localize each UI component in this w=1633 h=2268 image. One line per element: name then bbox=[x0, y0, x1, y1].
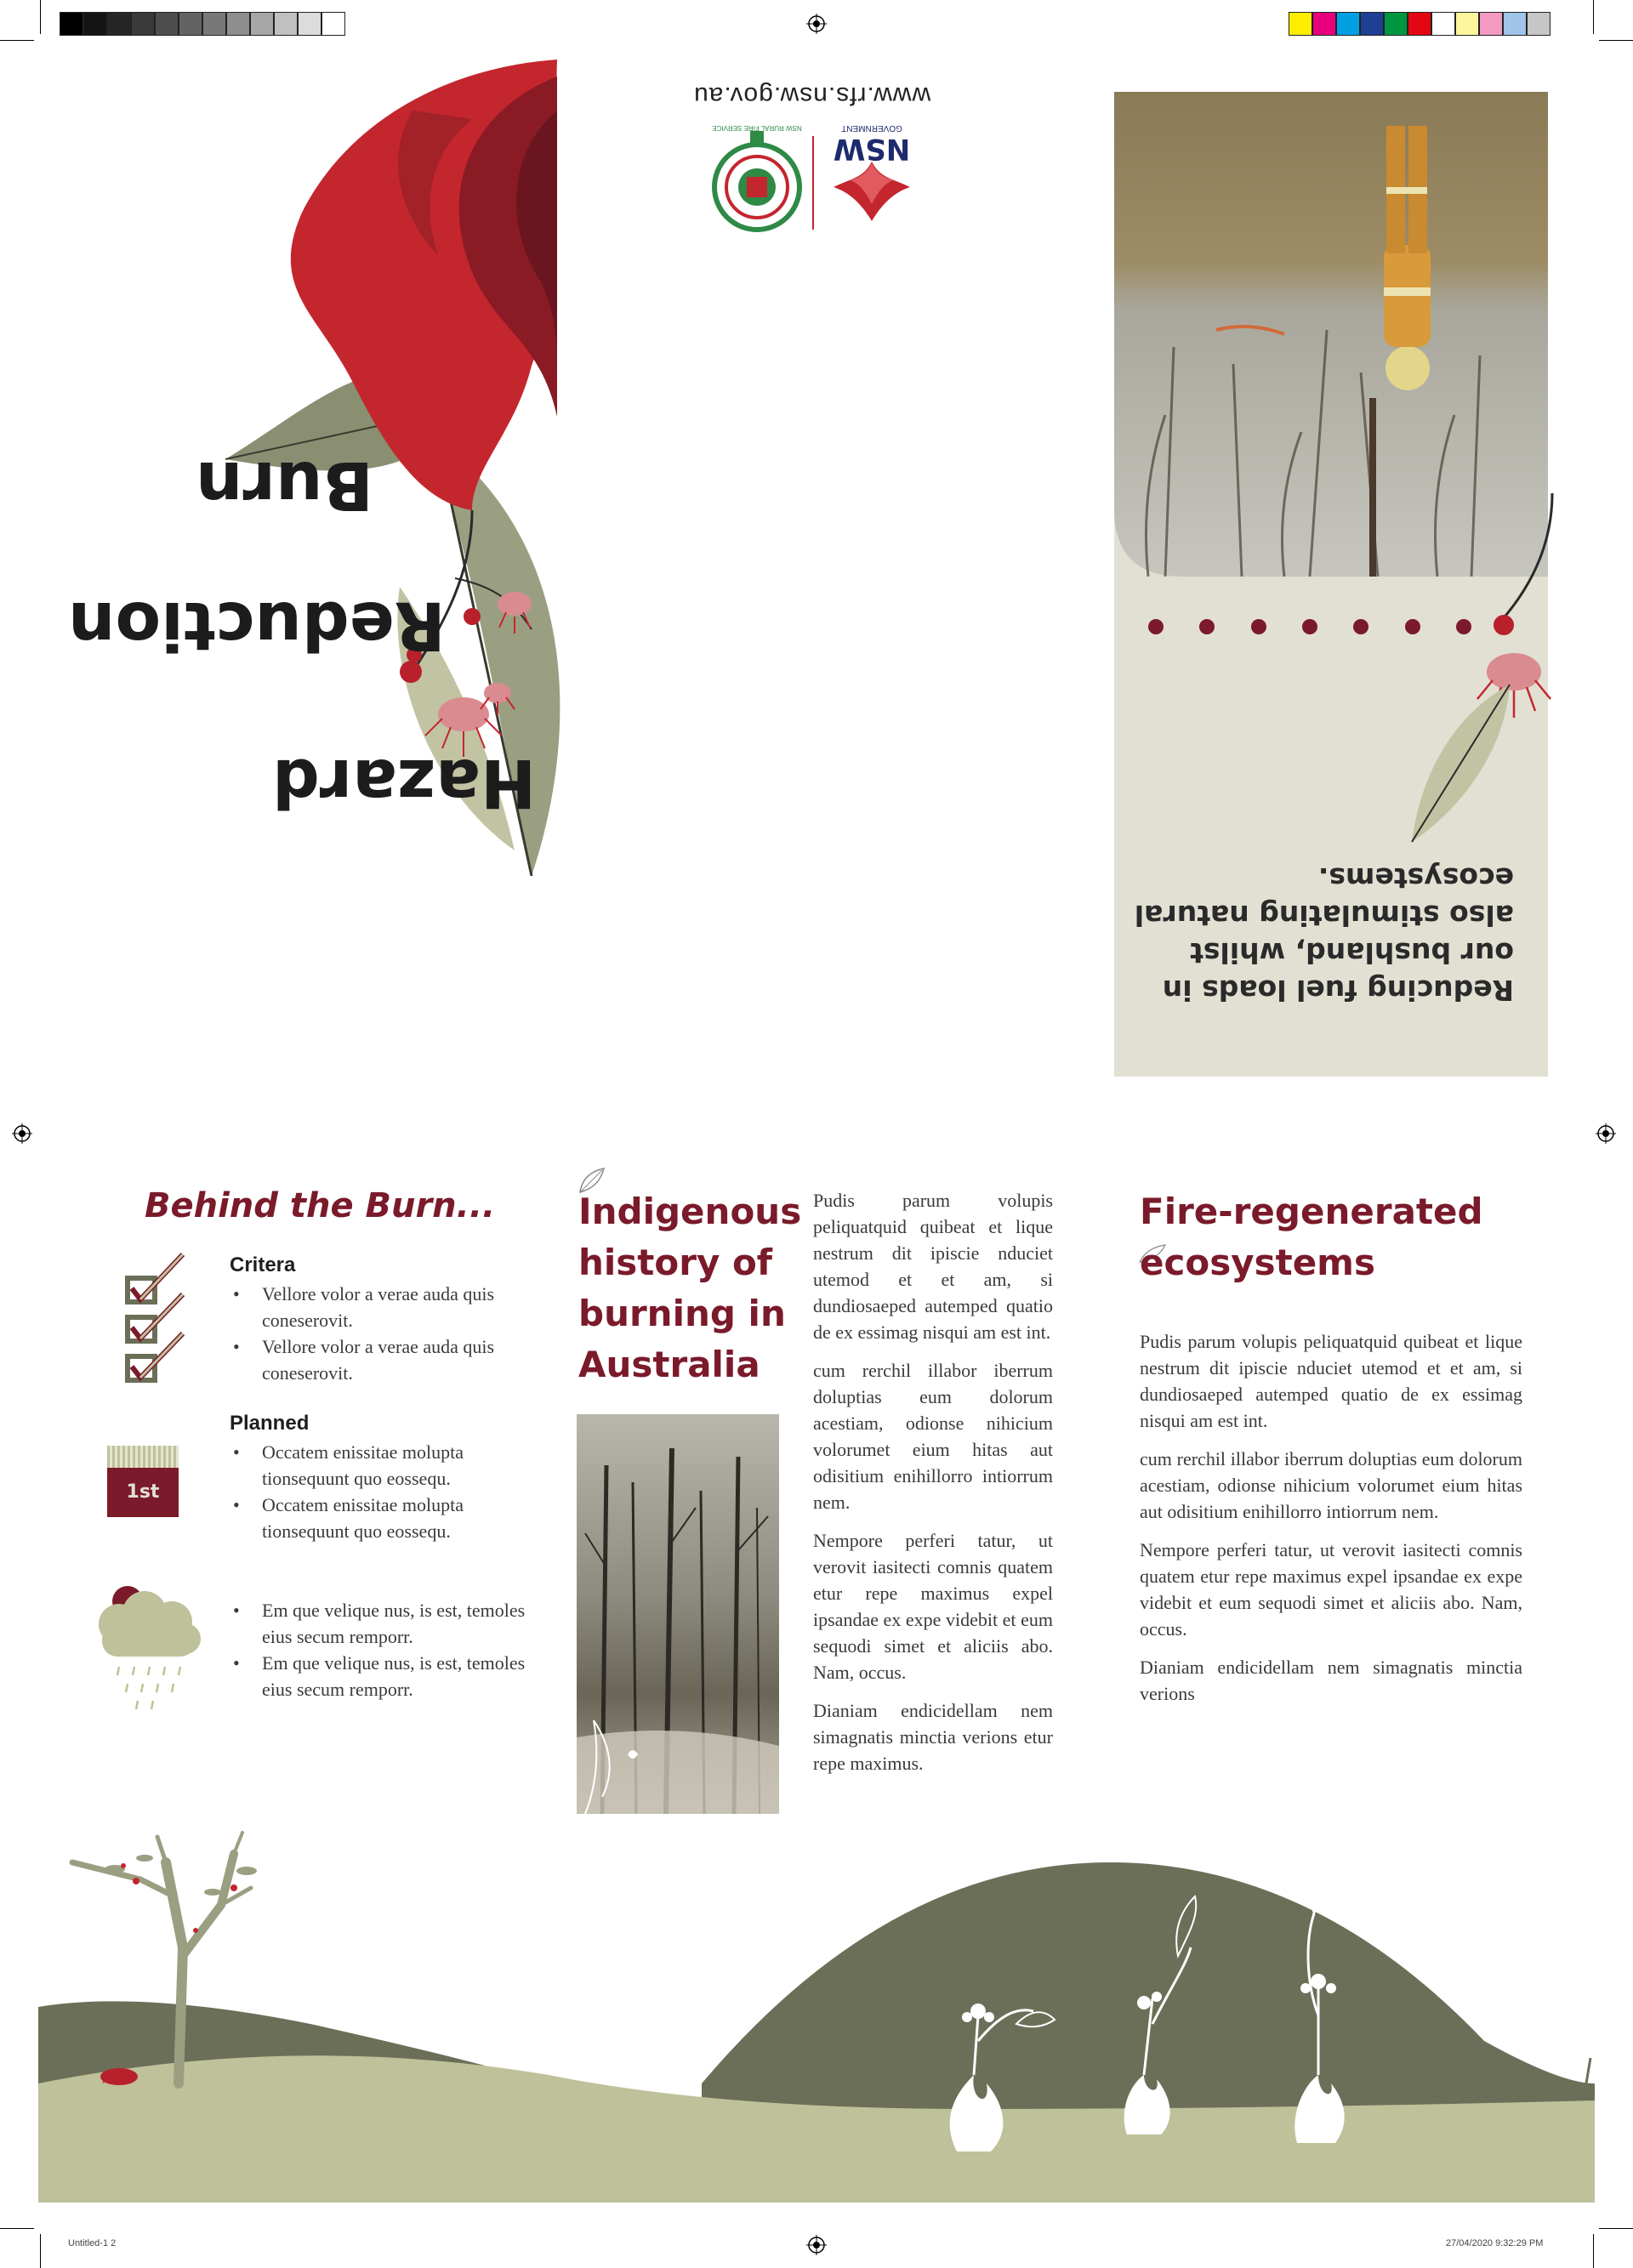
file-slug: Untitled-1 2 bbox=[68, 2238, 117, 2248]
title-line: history of bbox=[578, 1242, 773, 1283]
calibration-swatch bbox=[1527, 12, 1550, 36]
calibration-swatch bbox=[131, 12, 155, 36]
criteria-list bbox=[230, 1281, 519, 1386]
criteria-heading: Critera bbox=[230, 1253, 296, 1276]
paragraph: Dianiam endicidellam nem simagnatis minctia verions etur repe maximus. bbox=[813, 1700, 1053, 1774]
checklist-icon bbox=[123, 1250, 191, 1395]
list-item: • Em que velique nus, is est, temoles eius secum remporr. bbox=[230, 1650, 527, 1702]
dot bbox=[1251, 619, 1266, 634]
color-calibration-bar bbox=[1289, 12, 1550, 36]
title-line: ecosystems bbox=[1140, 1242, 1375, 1283]
list-item: • Vellore volor a verae auda quis coneserovit. bbox=[230, 1333, 519, 1386]
crop-mark bbox=[1593, 2234, 1594, 2268]
crop-mark bbox=[1593, 0, 1594, 34]
flap-tagline: Reducing fuel loads in our bushland, whilst also stimulating natural ecosystems. bbox=[1134, 861, 1514, 1007]
calibration-swatch bbox=[274, 12, 298, 36]
dot bbox=[1302, 619, 1317, 634]
calibration-swatch bbox=[1455, 12, 1479, 36]
dot bbox=[1199, 619, 1215, 634]
logo-block bbox=[710, 119, 923, 247]
indigenous-body bbox=[813, 1187, 1053, 1788]
calibration-swatch bbox=[298, 12, 321, 36]
planned-list bbox=[230, 1439, 519, 1544]
calibration-swatch bbox=[1408, 12, 1431, 36]
calibration-swatch bbox=[1384, 12, 1408, 36]
title-line: Indigenous bbox=[578, 1191, 802, 1232]
list-item: • Occatem enissitae molupta tionsequunt quo eossequ. bbox=[230, 1439, 519, 1492]
paragraph: Nempore perferi tatur, ut verovit iasitecti comnis quatem etur repe maximus expel ipsandae ex expe videbit et eum sequodi simet et aliciis abo. Nam, occus. bbox=[813, 1530, 1053, 1683]
calibration-swatch bbox=[83, 12, 107, 36]
crop-mark bbox=[1599, 40, 1633, 41]
dot bbox=[1148, 619, 1164, 634]
calibration-swatch bbox=[60, 12, 83, 36]
fire-regenerated-body bbox=[1140, 1328, 1522, 1719]
logo-divider bbox=[812, 136, 814, 230]
calibration-swatch bbox=[1431, 12, 1455, 36]
behind-the-burn-title: Behind the Burn... bbox=[145, 1186, 496, 1225]
list-item: • Occatem enissitae molupta tionsequunt quo eossequ. bbox=[230, 1492, 519, 1544]
registration-mark-icon bbox=[806, 14, 827, 34]
registration-mark-icon bbox=[806, 2235, 827, 2255]
crop-mark bbox=[1599, 2228, 1633, 2229]
crop-mark bbox=[0, 2228, 34, 2229]
calendar-rings bbox=[107, 1446, 179, 1468]
calibration-swatch bbox=[1360, 12, 1384, 36]
paragraph: cum rerchil illabor iberrum doluptias eum dolorum acestiam, odionse nihicium volorumet eium hitas aut odisitium enihillorro intiorrum nem. bbox=[813, 1360, 1053, 1513]
paragraph: Pudis parum volupis peliquatquid quibeat et lique nestrum dit ipiscie nduciet utemod et et am, si dundiosaeped autemped quatio de ex essimag nisqui am est int. bbox=[1140, 1331, 1522, 1431]
paragraph: cum rerchil illabor iberrum doluptias eum dolorum acestiam, odionse nihicium volorumet eium hitas aut odisitium enihillorro intiorrum nem. bbox=[1140, 1448, 1522, 1522]
title-line: Fire-regenerated bbox=[1140, 1191, 1483, 1232]
dot bbox=[1353, 619, 1368, 634]
rfs-emblem-icon bbox=[710, 128, 804, 238]
title-line: Australia bbox=[578, 1344, 760, 1385]
calibration-swatch bbox=[155, 12, 179, 36]
calendar-icon bbox=[107, 1446, 179, 1517]
list-item: • Em que velique nus, is est, temoles eius secum remporr. bbox=[230, 1597, 527, 1650]
calibration-swatch bbox=[202, 12, 226, 36]
planned-heading: Planned bbox=[230, 1412, 310, 1435]
calibration-swatch bbox=[226, 12, 250, 36]
list-item: • Vellore volor a verae auda quis coneserovit. bbox=[230, 1281, 519, 1333]
calibration-swatch bbox=[321, 12, 345, 36]
crop-mark bbox=[40, 2234, 41, 2268]
title-line: burning in bbox=[578, 1293, 786, 1334]
burnt-forest-photo bbox=[577, 1414, 779, 1814]
cover-title-line-3: Burn bbox=[196, 446, 373, 523]
indigenous-history-title bbox=[578, 1186, 801, 1390]
crop-mark bbox=[40, 0, 41, 34]
fire-regenerated-title bbox=[1140, 1186, 1483, 1288]
calibration-swatch bbox=[1479, 12, 1503, 36]
print-timestamp: 27/04/2020 9:32:29 PM bbox=[1446, 2238, 1544, 2248]
registration-mark-icon bbox=[12, 1123, 32, 1144]
weather-list bbox=[230, 1597, 527, 1702]
paragraph: Dianiam endicidellam nem simagnatis minctia verions bbox=[1140, 1657, 1522, 1704]
nsw-logo-label: NSW bbox=[833, 132, 911, 166]
rfs-logo-label: NSW RURAL FIRE SERVICE bbox=[712, 124, 802, 132]
paragraph: Pudis parum volupis peliquatquid quibeat et lique nestrum dit ipiscie nduciet utemod et et am, si dundiosaeped autemped quatio de ex essimag nisqui am est int. bbox=[813, 1190, 1053, 1343]
calibration-swatch bbox=[1503, 12, 1527, 36]
landscape-illustration bbox=[38, 1828, 1595, 2203]
cover-title-line-1: Hazard bbox=[272, 744, 537, 821]
rain-cloud-icon bbox=[94, 1586, 204, 1714]
website-url: www.rfs.nsw.gov.au bbox=[693, 82, 931, 110]
calendar-day-label: 1st bbox=[107, 1468, 179, 1517]
calibration-swatch bbox=[1289, 12, 1312, 36]
crop-mark bbox=[0, 40, 34, 41]
nsw-logo-sublabel: GOVERNMENT bbox=[841, 123, 902, 133]
calibration-swatch bbox=[1312, 12, 1336, 36]
grayscale-calibration-bar bbox=[60, 12, 345, 36]
calibration-swatch bbox=[250, 12, 274, 36]
registration-mark-icon bbox=[1596, 1123, 1616, 1144]
calibration-swatch bbox=[1336, 12, 1360, 36]
cover-title-line-2: Reduction bbox=[68, 587, 446, 663]
calibration-swatch bbox=[107, 12, 131, 36]
gum-blossom-illustration bbox=[1403, 493, 1556, 850]
calibration-swatch bbox=[179, 12, 202, 36]
paragraph: Nempore perferi tatur, ut verovit iasitecti comnis quatem etur repe maximus expel ipsandae ex expe videbit et eum sequodi simet et aliciis abo. Nam, occus. bbox=[1140, 1539, 1522, 1640]
